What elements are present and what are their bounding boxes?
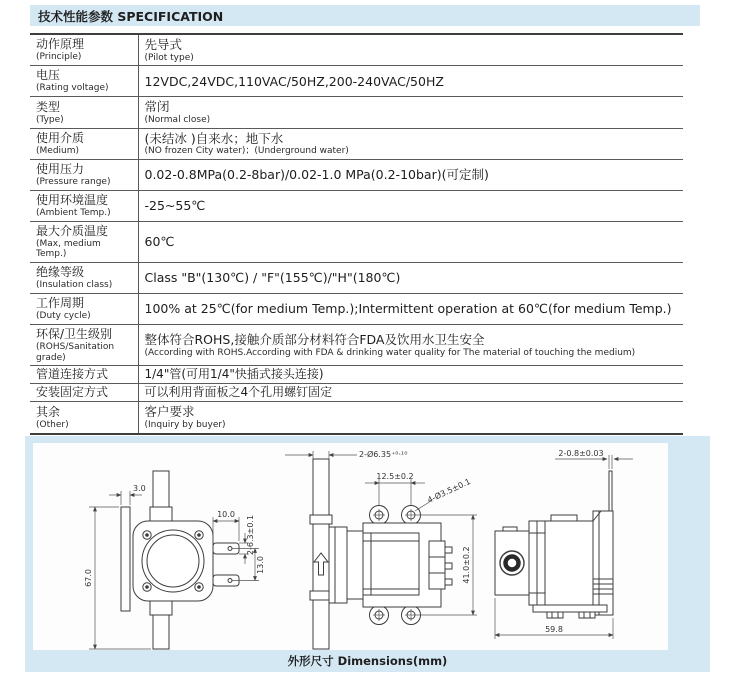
table-row-insulation-class: [30, 263, 683, 294]
row-value: 1/4"管(可用1/4"快插式接头连接): [144, 367, 324, 382]
dim-slot-thickness: 2-0.8±0.03: [558, 449, 604, 458]
row-label-cn: 环保/卫生级别: [36, 326, 113, 341]
row-value-sub: (According with ROHS.According with FDA & drinking water quality for The material of touching the medium): [144, 347, 636, 358]
row-label-cn: 使用环境温度: [36, 192, 109, 207]
spec-section-header: [30, 5, 700, 26]
table-row-voltage: [30, 66, 683, 97]
row-label-en: (Medium): [36, 145, 80, 156]
dim-port-diameter: 2-Ø6.35⁺⁰·¹⁰: [359, 450, 408, 459]
drawing-canvas: [33, 443, 668, 650]
row-value: 100% at 25℃(for medium Temp.);Intermittent operation at 60℃(for medium Temp.): [144, 301, 672, 317]
dim-hole-pitch: 12.5±0.2: [376, 472, 414, 481]
row-label-cn: 管道连接方式: [36, 367, 109, 382]
row-value: (未结冰 )自来水；地下水: [144, 130, 284, 146]
table-row-mounting: [30, 384, 683, 402]
row-label-cn: 类型: [36, 99, 61, 114]
valve-dimension-drawing: [33, 443, 668, 650]
row-label-en: (ROHS/Sanitation grade): [36, 341, 115, 363]
row-label-en: (Ambient Temp.): [36, 207, 111, 218]
dim-terminal-thickness: 2-6.3±0.1: [246, 514, 255, 556]
row-label-en: (Insulation class): [36, 280, 113, 291]
row-value: 整体符合ROHS,接触介质部分材料符合FDA及饮用水卫生安全: [144, 331, 485, 347]
drawing-caption: 外形尺寸 Dimensions(mm): [287, 654, 448, 668]
table-row-principle: [30, 34, 683, 66]
row-label-en: (Max, medium Temp.): [36, 238, 101, 260]
dim-front-height: 67.0: [84, 569, 93, 587]
row-label-cn: 使用介质: [36, 130, 85, 145]
row-value: 60℃: [144, 234, 175, 250]
row-value: 客户要求: [144, 404, 195, 420]
row-value: -25~55℃: [144, 197, 206, 213]
dim-terminal-width: 10.0: [217, 510, 235, 519]
spec-table: [30, 33, 683, 435]
row-label-cn: 使用压力: [36, 162, 85, 177]
row-label-en: (Principle): [36, 52, 82, 63]
row-label-en: (Type): [36, 114, 64, 125]
row-value: 先导式: [144, 37, 183, 52]
dim-terminal-pitch: 13.0: [256, 556, 265, 574]
row-label-cn: 最大介质温度: [36, 223, 109, 238]
row-label-cn: 安装固定方式: [36, 385, 109, 400]
table-row-max-medium-temp: [30, 221, 683, 263]
row-label-cn: 工作周期: [36, 296, 85, 311]
row-value: 0.02-0.8MPa(0.2-8bar)/0.02-1.0 MPa(0.2-10bar)(可定制): [144, 167, 489, 183]
table-row-type: [30, 97, 683, 128]
side-view-drawing: [285, 449, 477, 649]
row-label-en: (Rating voltage): [36, 83, 109, 94]
table-row-other: [30, 402, 683, 434]
row-value: Class "B"(130℃) / "F"(155℃)/"H"(180℃): [144, 270, 401, 286]
row-label-cn: 电压: [36, 68, 61, 83]
table-row-rohs-grade: [30, 324, 683, 366]
table-row-pipe-connection: [30, 366, 683, 384]
row-label-cn: 其余: [36, 404, 61, 419]
dim-side-height: 41.0±0.2: [462, 546, 471, 584]
table-row-pressure: [30, 160, 683, 191]
row-label-cn: 动作原理: [36, 37, 85, 52]
dim-front-offset: 3.0: [133, 484, 146, 493]
dim-bracket-holes: 4-Ø3.5±0.1: [426, 477, 472, 505]
row-value-sub: (Inquiry by buyer): [144, 420, 226, 431]
row-value-sub: (Normal close): [144, 114, 211, 125]
table-row-duty-cycle: [30, 294, 683, 325]
front-view-drawing: [84, 471, 265, 649]
table-row-ambient-temp: [30, 190, 683, 221]
spec-section-title: 技术性能参数 SPECIFICATION: [38, 8, 224, 24]
rear-view-drawing: [495, 449, 633, 639]
row-label-en: (Duty cycle): [36, 311, 91, 322]
row-value: 常闭: [144, 99, 170, 115]
row-value: 12VDC,24VDC,110VAC/50HZ,200-240VAC/50HZ: [144, 73, 444, 89]
row-value: 可以利用背面板之4个孔用螺钉固定: [144, 385, 333, 400]
dim-overall-length: 59.8: [545, 625, 563, 634]
row-label-en: (Other): [36, 419, 69, 430]
dimensions-drawing-panel: [25, 436, 710, 672]
row-value-sub: (Pilot type): [144, 52, 194, 63]
row-label-en: (Pressure range): [36, 177, 111, 188]
row-value-sub: (NO frozen City water)；(Underground water): [144, 146, 349, 157]
table-row-medium: [30, 128, 683, 159]
row-label-cn: 绝缘等级: [36, 265, 85, 280]
